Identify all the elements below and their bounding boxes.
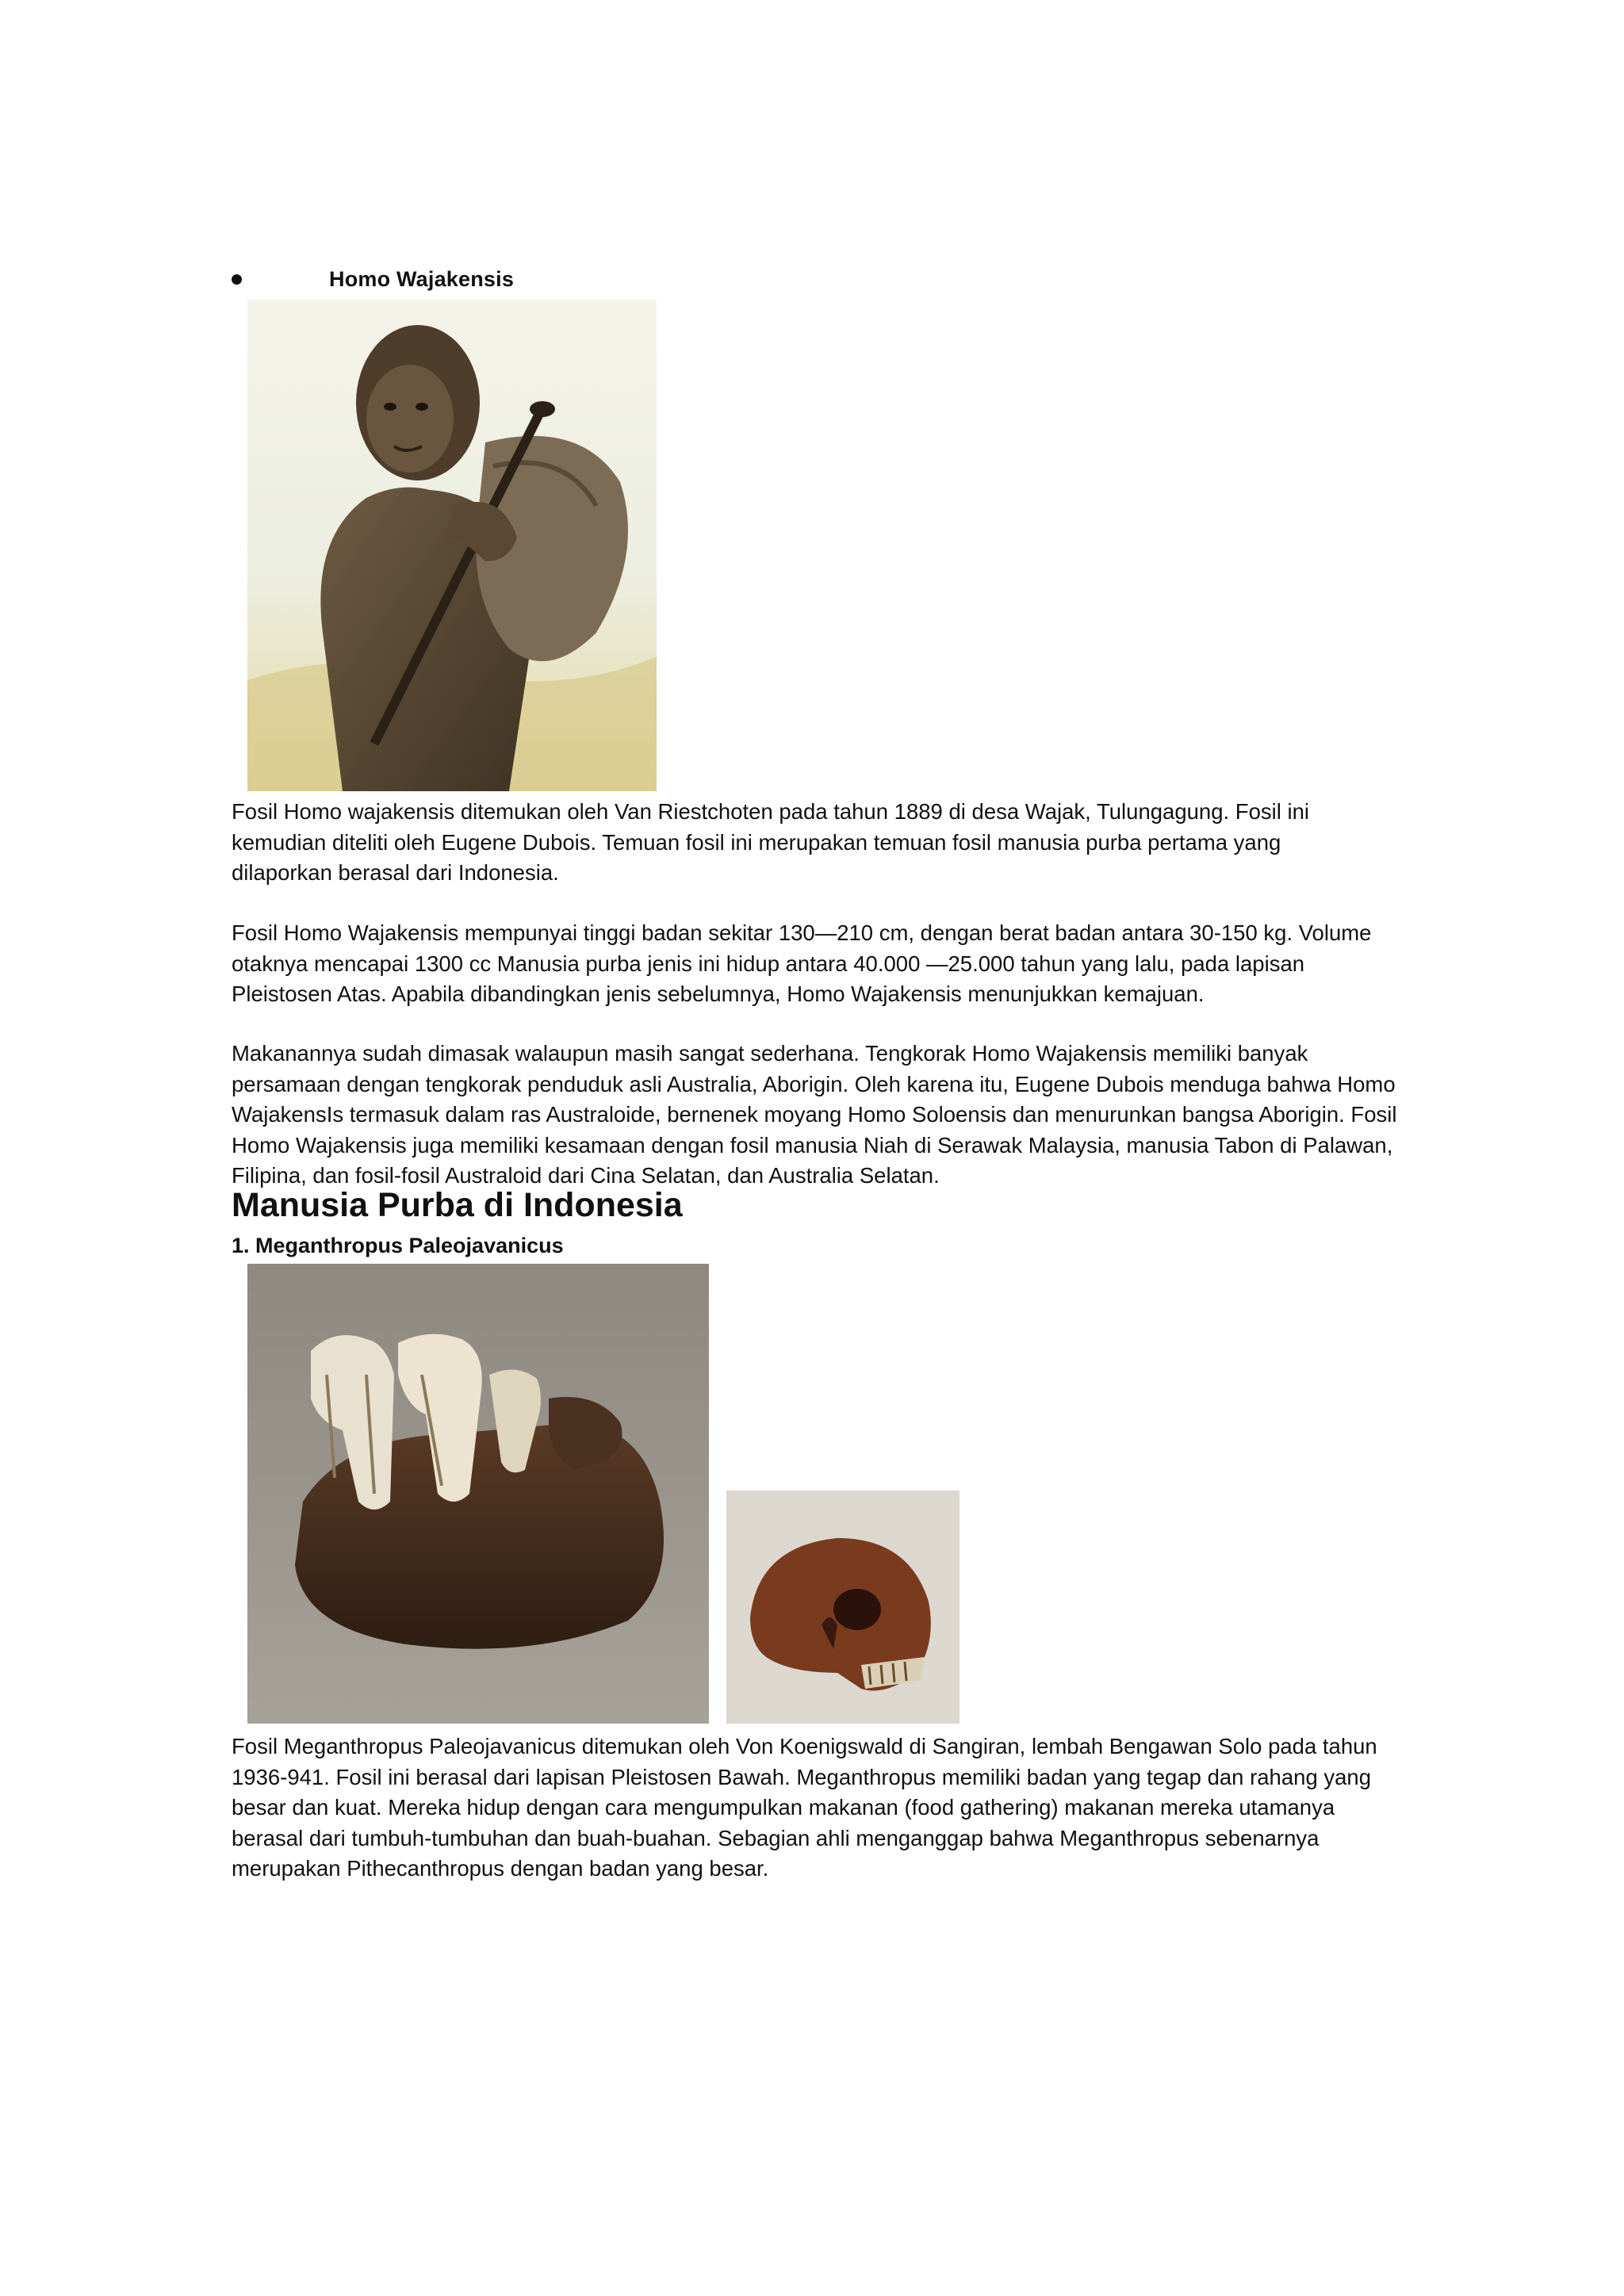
- bullet-icon: [232, 274, 242, 285]
- text-line: Fosil Homo Wajakensis mempunyai tinggi badan sekitar 130—210 cm, dengan berat badan antara 30-150 kg. Volume: [232, 920, 1372, 945]
- text-line: persamaan dengan tengkorak penduduk asli Australia, Aborigin. Oleh karena itu, Eugene Dubois menduga bahwa Homo: [232, 1071, 1396, 1096]
- text-line: Homo Wajakensis juga memiliki kesamaan dengan fosil manusia Niah di Serawak Malaysia, manusia Tabon di Palawan,: [232, 1132, 1393, 1158]
- paragraph-1: [232, 797, 1437, 889]
- text-line: otaknya mencapai 1300 cc Manusia purba jenis ini hidup antara 40.000 —25.000 tahun yang lalu, pada lapisan: [232, 951, 1305, 976]
- jaw-fossil-image: [247, 1264, 709, 1724]
- section-heading: Manusia Purba di Indonesia: [232, 1186, 683, 1224]
- text-line: kemudian diteliti oleh Eugene Dubois. Temuan fosil ini merupakan temuan fosil manusia purba pertama yang: [232, 829, 1281, 855]
- bullet-item: [232, 263, 514, 295]
- text-line: Makanannya sudah dimasak walaupun masih sangat sederhana. Tengkorak Homo Wajakensis memiliki banyak: [232, 1041, 1308, 1066]
- paragraph-3: [232, 1039, 1437, 1192]
- text-line: WajakensIs termasuk dalam ras Australoide, bernenek moyang Homo Soloensis dan menurunkan bangsa Aborigin. Fosil: [232, 1102, 1397, 1127]
- paragraph-2: [232, 918, 1437, 1010]
- text-line: berasal dari tumbuh-tumbuhan dan buah-buahan. Sebagian ahli menganggap bahwa Meganthropus sebenarnya: [232, 1825, 1320, 1850]
- text-line: Fosil Meganthropus Paleojavanicus ditemukan oleh Von Koenigswald di Sangiran, lembah Bengawan Solo pada tahun: [232, 1734, 1377, 1758]
- skull-fossil-image: [726, 1490, 959, 1724]
- text-line: besar dan kuat. Mereka hidup dengan cara mengumpulkan makanan (food gathering) makanan mereka utamanya: [232, 1795, 1335, 1820]
- text-line: Pleistosen Atas. Apabila dibandingkan jenis sebelumnya, Homo Wajakensis menunjukkan kemajuan.: [232, 982, 1205, 1006]
- text-line: merupakan Pithecanthropus dengan badan yang besar.: [232, 1856, 769, 1881]
- paragraph-meganthropus: [232, 1732, 1437, 1885]
- text-line: dilaporkan berasal dari Indonesia.: [232, 860, 559, 885]
- text-line: Filipina, dan fosil-fosil Australoid dari Cina Selatan, dan Australia Selatan.: [232, 1163, 940, 1188]
- bullet-title: Homo Wajakensis: [329, 266, 515, 291]
- text-line: 1936-941. Fosil ini berasal dari lapisan Pleistosen Bawah. Meganthropus memiliki badan yang tegap dan rahang yang: [232, 1764, 1372, 1789]
- homo-wajakensis-image: [247, 300, 657, 791]
- text-line: Fosil Homo wajakensis ditemukan oleh Van Riestchoten pada tahun 1889 di desa Wajak, Tulungagung. Fosil ini: [232, 799, 1309, 824]
- subheading: 1. Meganthropus Paleojavanicus: [232, 1234, 564, 1257]
